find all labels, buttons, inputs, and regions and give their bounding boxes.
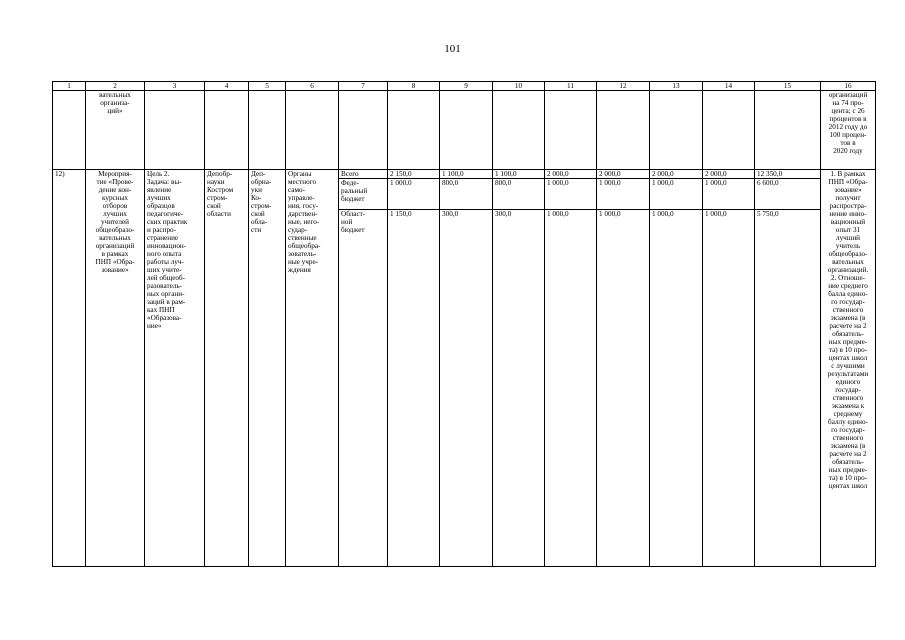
funding-value: 2 000,0 <box>650 170 703 179</box>
item-number: 12) <box>53 170 86 567</box>
funding-value: 5 750,0 <box>755 210 821 567</box>
header-cell: 2 <box>86 82 145 91</box>
funding-value: 300,0 <box>440 210 493 567</box>
event-goal: Цель 2. Задача: вы- явление лучших образцов педагогиче- ских практик и распро- странение инновацион- ного опыта работы луч- ших учите- лей общеоб- разователь- ных органи- заций в рам- ках ПНП «Образова- ние» <box>145 170 205 567</box>
funding-value: 1 000,0 <box>703 210 755 567</box>
funding-value: 1 000,0 <box>597 179 650 210</box>
funding-value: 12 350,0 <box>755 170 821 179</box>
responsible-executor: Депобр- науки Костром стром- ской области <box>205 170 249 567</box>
header-cell: 9 <box>440 82 493 91</box>
funding-source: Област- ной бюджет <box>339 210 388 567</box>
funding-value: 1 000,0 <box>597 210 650 567</box>
funding-value: 1 000,0 <box>545 179 597 210</box>
funding-value: 2 000,0 <box>703 170 755 179</box>
funding-value: 300,0 <box>493 210 545 567</box>
header-cell: 14 <box>703 82 755 91</box>
funding-row-total <box>53 170 876 179</box>
funding-value: 2 150,0 <box>388 170 440 179</box>
funding-value: 1 100,0 <box>440 170 493 179</box>
continuation-row <box>53 91 876 170</box>
header-cell: 10 <box>493 82 545 91</box>
header-cell: 5 <box>249 82 286 91</box>
page-number: 101 <box>444 43 461 55</box>
funding-value: 1 000,0 <box>545 210 597 567</box>
header-cell: 1 <box>53 82 86 91</box>
funding-value: 1 150,0 <box>388 210 440 567</box>
funding-value: 2 000,0 <box>545 170 597 179</box>
header-row <box>53 82 876 91</box>
header-cell: 8 <box>388 82 440 91</box>
funding-value: 1 000,0 <box>650 179 703 210</box>
program-table <box>52 81 876 567</box>
co-executor: Деп- обрна- уки Ко- стром- ской обла- сти <box>249 170 286 567</box>
funding-value: 6 600,0 <box>755 179 821 210</box>
header-cell: 7 <box>339 82 388 91</box>
header-cell: 3 <box>145 82 205 91</box>
funding-source: Всего <box>339 170 388 179</box>
funding-value: 800,0 <box>493 179 545 210</box>
funding-source: Феде- ральный бюджет <box>339 179 388 210</box>
funding-value: 1 000,0 <box>650 210 703 567</box>
header-cell: 13 <box>650 82 703 91</box>
funding-value: 1 100,0 <box>493 170 545 179</box>
funding-value: 1 000,0 <box>388 179 440 210</box>
event-name: Мероприя- тие «Прове- дение кон- курсных отборов лучших учителей общеобразо- вательных организаций в рамках ПНП «Обра- зование» <box>86 170 145 567</box>
expected-result: 1. В рамках ПНП «Обра- зование» получит распростра- нение инно- вационный опыт 31 лучший учитель общеобразо- вательных организаций. 2. Отноше- ние среднего балла едино- го государ- ственного экзамена (в расчете на 2 обязатель- ных предме- та) в 10 про- центах школ с лучшими результатами единого государ- ственного экзамена к среднему баллу едино- го государ- ственного экзамена (в расчете на 2 обязатель- ных предме- та) в 10 про- центах школ <box>821 170 876 567</box>
header-cell: 12 <box>597 82 650 91</box>
header-cell: 4 <box>205 82 249 91</box>
funding-value: 2 000,0 <box>597 170 650 179</box>
header-cell: 16 <box>821 82 876 91</box>
header-cell: 11 <box>545 82 597 91</box>
cont-result-text: организаций на 74 про- цента; с 26 процентов в 2012 году до 100 процен- тов в 2020 году <box>821 91 876 170</box>
funding-value: 1 000,0 <box>703 179 755 210</box>
header-cell: 15 <box>755 82 821 91</box>
funding-value: 800,0 <box>440 179 493 210</box>
header-cell: 6 <box>286 82 339 91</box>
participants: Органы местного само- управле- ния, госу- дарствен- ные, него- судар- ственные общеобра- зователь- ные учре- ждения <box>286 170 339 567</box>
cont-event-text: вательных организа- ций» <box>86 91 145 170</box>
